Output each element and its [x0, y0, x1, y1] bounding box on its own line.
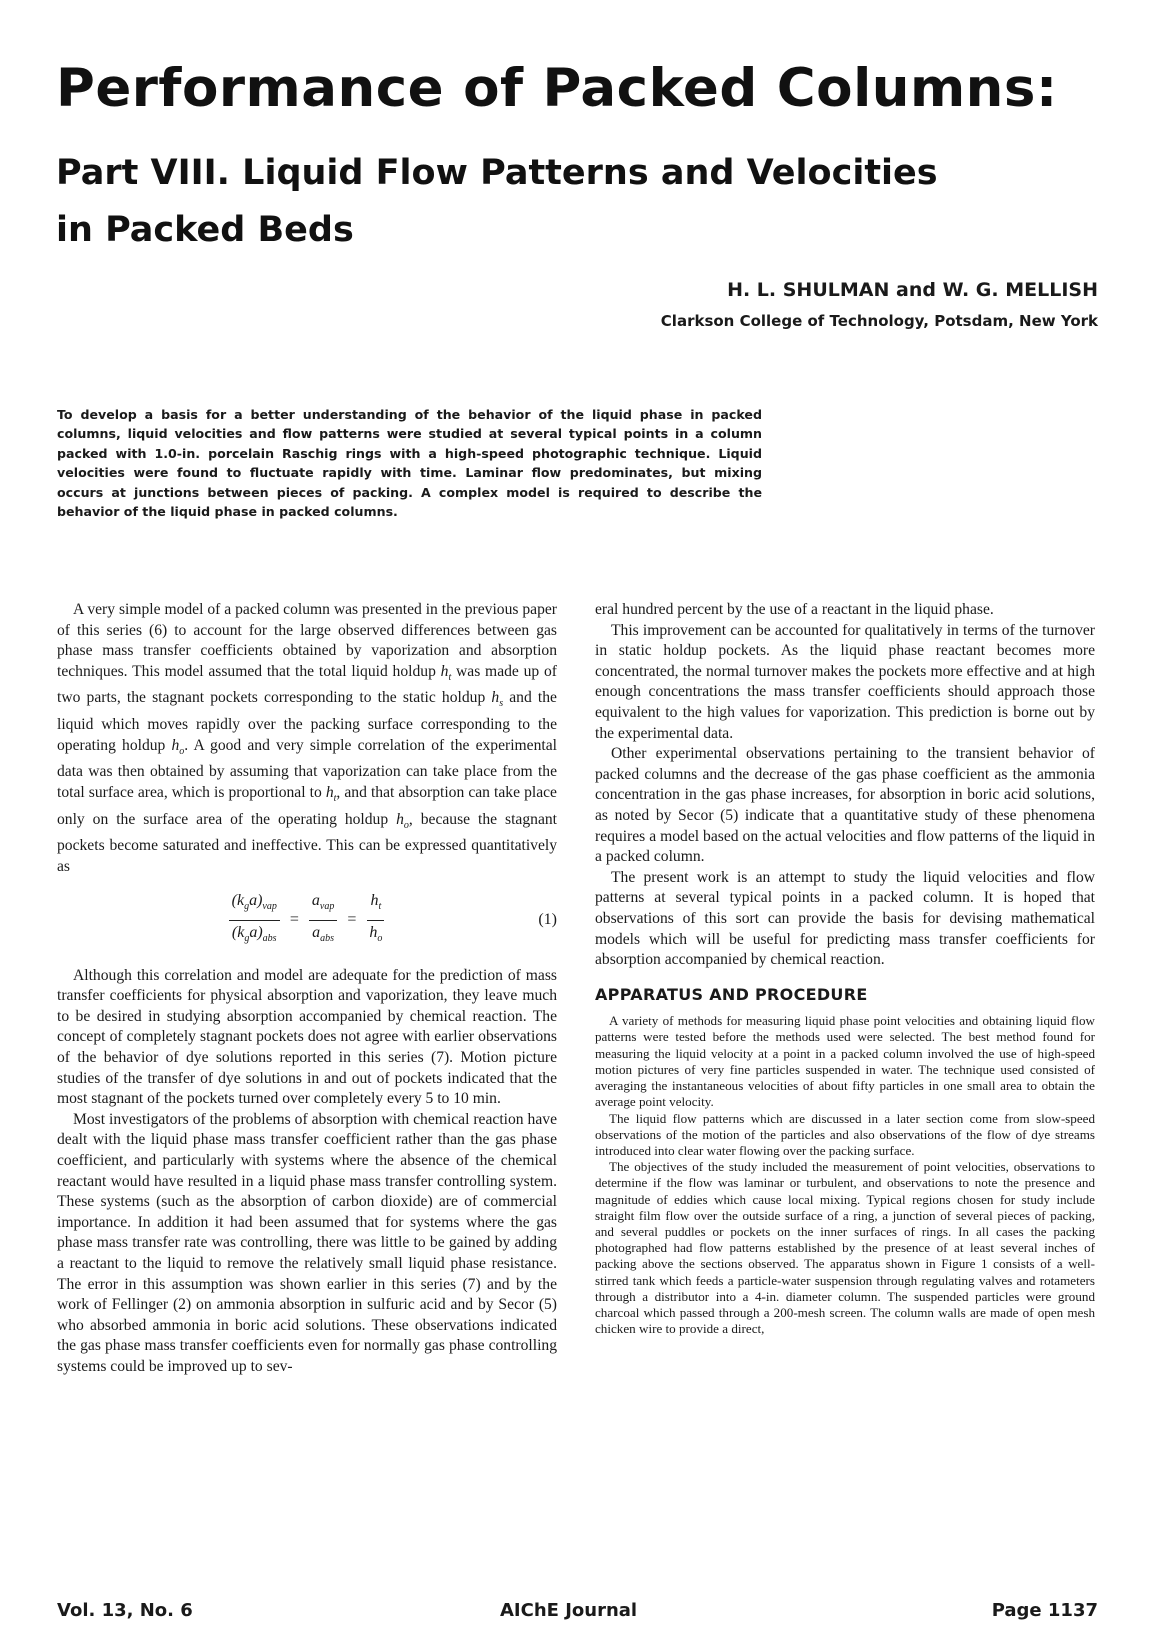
symbol-h: h — [171, 736, 180, 754]
section-heading: APPARATUS AND PROCEDURE — [595, 984, 868, 1004]
abstract: To develop a basis for a better understanding of the behavior of the liquid phase in packed columns, liquid velocities and flow patterns were studied at several typical points in a column packed with 1.0-in. porcelain Raschig rings with a high-speed photographic technique. Liquid velocities were found to fluctuate rapidly with time. Laminar flow predominates, but mixing occurs at junctions between pieces of packing. A complex model is required to describe the behavior of the liquid phase in packed columns. — [57, 407, 762, 520]
symbol-sub-t: t — [333, 793, 337, 805]
right-paragraph-4: The present work is an attempt to study the liquid velocities and flow patterns at several typical points in a packed column. It is hoped that observations of this sort can provide the basis for devising mathematical models which will be useful for predicting mass transfer coefficients for absorption accompanied by chemical reaction. — [595, 868, 1095, 969]
authors: H. L. SHULMAN and W. G. MELLISH — [727, 279, 1098, 301]
left-column — [57, 600, 557, 1378]
right-paragraph-1: eral hundred percent by the use of a reactant in the liquid phase. — [595, 601, 994, 618]
footer-journal: AIChE Journal — [500, 1600, 638, 1621]
section-paragraph-3: The objectives of the study included the measurement of point velocities, observations to determine if the flow was laminar or turbulent, and observations to note the presence and magnitude of eddies which cause local mixing. Typical regions chosen for study include straight film flow over the outside surface of a ring, a junction of several pieces of packing, and several puddles or pockets on the inner surfaces of rings. In all cases the packing photographed had flow patterns established by the presence of at least several inches of packing above the sections observed. The apparatus shown in Figure 1 consists of a well-stirred tank which feeds a particle-water suspension through regulating valves and rotameters through a distributor into a 4-in. diameter column. The suspended particles were ground charcoal which passed through a 200-mesh screen. The column walls are made of open mesh chicken wire to provide a direct, — [595, 1159, 1095, 1337]
article-subtitle: Part VIII. Liquid Flow Patterns and Velocities in Packed Beds — [56, 153, 938, 250]
symbol-sub-s: s — [499, 698, 504, 710]
text-run: . A good and very simple correlation of the experimental data was then obtained by assuming that vaporization can take place from the total surface area, which is proportional to — [57, 736, 557, 802]
right-paragraph-3: Other experimental observations pertaining to the transient behavior of packed columns and the decrease of the gas phase coefficient as the ammonia concentration in the gas phase increases, for absorption in boric acid solutions, as noted by Secor (5) indicate that a quantitative study of these phenomena requires a model based on the actual velocities and flow patterns of the liquid in a packed column. — [595, 745, 1095, 866]
equation-fraction-holdup: $\frac{h_t}{h_o}$ — [369, 892, 383, 945]
equals-sign: = — [347, 911, 357, 929]
equation-fraction-area: $\frac{a_{vap}}{a_{abs}}$ — [309, 891, 337, 950]
equation-1 — [57, 886, 557, 956]
section-body — [595, 1013, 1095, 1337]
footer-page: Page 1137 — [991, 1600, 1098, 1621]
equals-sign: = — [289, 911, 299, 929]
text-run: was made up of two parts, the stagnant pockets corresponding to the static holdup — [57, 662, 557, 707]
symbol-h: h — [325, 784, 334, 802]
text-run: A very simple model of a packed column was presented in the previous paper of this series (6) to account for the large observed differences between gas phase mass transfer coefficients obtained by vaporization and absorption techniques. This model assumed that the total liquid holdup — [57, 601, 557, 680]
symbol-h: h — [440, 662, 449, 680]
right-paragraph-2: This improvement can be accounted for qualitatively in terms of the turnover in static holdup pockets. As the liquid phase reactant becomes more concentrated, the normal turnover makes the pockets more effective and at high enough concentrations the mass transfer coefficients should approach those equivalent to the high values for vaporization. This prediction is borne out by the experimental data. — [595, 621, 1095, 742]
text-run: , and that absorption can take place only on the surface area of the operating holdup — [57, 784, 557, 828]
text-run: and the liquid which moves rapidly over the packing surface corresponding to the operating holdup — [57, 689, 557, 754]
footer-volume: Vol. 13, No. 6 — [57, 1600, 193, 1621]
article-title: Performance of Packed Columns: — [56, 58, 1058, 119]
equation-number: (1) — [538, 910, 557, 928]
equation-fraction-kga: $\frac{(k_ga)_{vap}}{(k_ga)_{abs}}$ — [229, 891, 280, 950]
symbol-sub-o: o — [179, 745, 185, 757]
left-paragraph-3: Most investigators of the problems of absorption with chemical reaction have dealt with the liquid phase mass transfer coefficient rather than the gas phase coefficient, and particularly with systems where the absence of the chemical reactant would have resulted in a liquid phase mass transfer controlling system. These systems (such as the absorption of carbon dioxide) are of commercial importance. In addition it had been assumed that for systems where the gas phase mass transfer rate was controlling, there was little to be gained by adding a reactant to the liquid to remove the relatively small liquid phase resistance. The error in this assumption was shown earlier in this series (7) and by the work of Fellinger (2) on ammonia absorption in sulfuric acid and by Secor (5) who absorbed ammonia in boric acid solutions. These observations indicated the gas phase mass transfer coefficients even for normally gas phase controlling systems could be improved up to sev- — [57, 1110, 557, 1375]
affiliation: Clarkson College of Technology, Potsdam, New York — [660, 312, 1098, 330]
left-paragraph-1 — [57, 600, 557, 878]
section-paragraph-2: The liquid flow patterns which are discussed in a later section come from slow-speed observations of the motion of the particles and also observations of the flow of dye streams introduced into clear water flowing over the packing surface. — [595, 1110, 1095, 1158]
left-paragraph-2: Although this correlation and model are adequate for the prediction of mass transfer coefficients for physical absorption and vaporization, they leave much to be desired in studying absorption accompanied by chemical reaction. The concept of completely stagnant pockets does not agree with earlier observations of the behavior of dye solutions reported in this series (7). Motion picture studies of the transfer of dye solutions in and out of pockets indicated that the most stagnant of the pockets turned over completely every 5 to 10 min. — [57, 966, 557, 1108]
symbol-h: h — [396, 810, 404, 828]
text-run: , because the stagnant pockets become saturated and ineffective. This can be expressed quantitatively as — [57, 810, 557, 876]
section-paragraph-1: A variety of methods for measuring liquid phase point velocities and obtaining liquid flow patterns were tested before the methods used were selected. The best method found for measuring the liquid velocity at a point in a packed column involved the use of high-speed motion pictures of very fine particles suspended in water. The technique used consisted of averaging the instantaneous velocities of about fifty particles in one small area to obtain the average point velocity. — [595, 1013, 1095, 1110]
symbol-h: h — [491, 689, 500, 707]
right-column — [595, 600, 1095, 1337]
symbol-sub-t: t — [448, 671, 452, 683]
symbol-sub-o: o — [403, 819, 409, 831]
